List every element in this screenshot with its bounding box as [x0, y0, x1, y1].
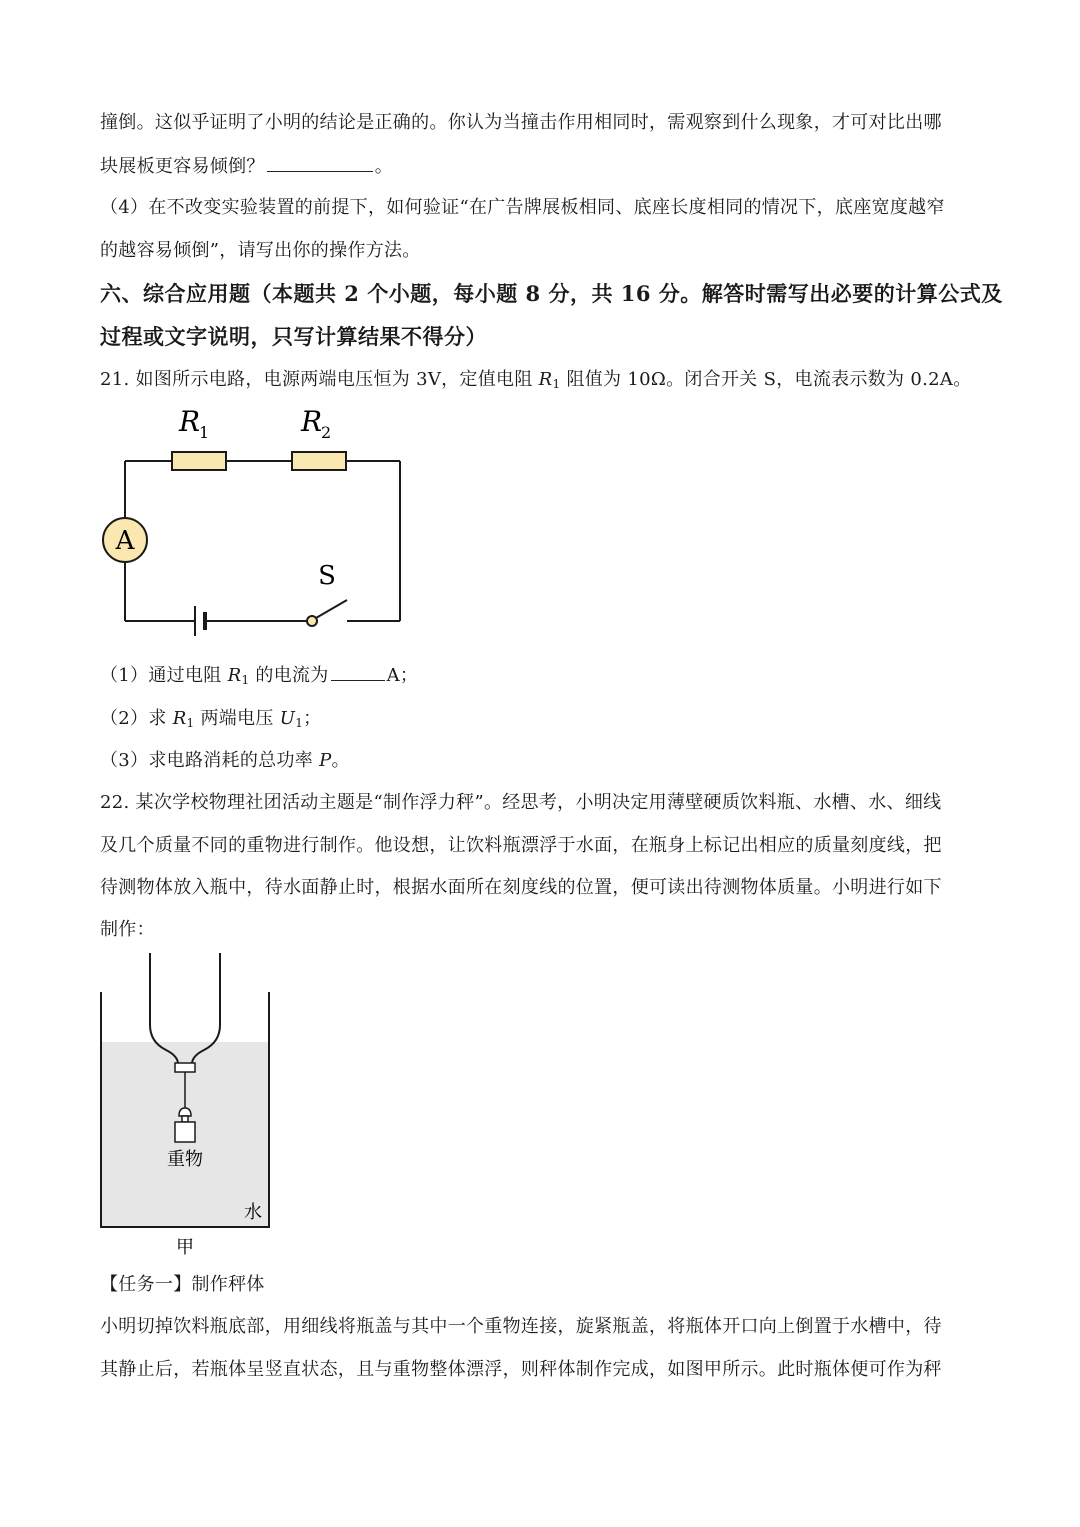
q21-part2-text: 两端电压: [194, 708, 280, 729]
q21-part3-text: （3）求电路消耗的总功率: [100, 750, 320, 771]
r1-symbol: R: [538, 369, 553, 390]
ammeter-label: A: [115, 526, 135, 556]
figure-caption: 甲: [176, 1237, 194, 1258]
q21-part3: [100, 746, 350, 772]
answer-blank[interactable]: [267, 170, 373, 172]
resistor-r1: [172, 452, 226, 470]
q21-stem-text: 阻值为 10Ω。闭合开关 S，电流表示数为 0.2A。: [560, 369, 972, 390]
weight-icon: [175, 1122, 195, 1142]
weight-neck: [182, 1116, 188, 1122]
switch-label: S: [318, 561, 336, 591]
answer-blank[interactable]: [331, 679, 385, 681]
task1-line: 小明切掉饮料瓶底部，用细线将瓶盖与其中一个重物连接，旋紧瓶盖，将瓶体开口向上倒置于水槽中，待: [100, 1316, 942, 1337]
circuit-diagram: [95, 398, 415, 643]
q21-stem-text: 21. 如图所示电路，电源两端电压恒为 3V，定值电阻: [100, 369, 539, 390]
r1-symbol: R: [172, 708, 187, 729]
r1-subscript: 1: [552, 377, 561, 391]
bottle-cap: [175, 1063, 195, 1072]
r1-subscript: 1: [241, 673, 250, 687]
q21-part2-text: （2）求: [100, 708, 173, 729]
task1-line: 其静止后，若瓶体呈竖直状态，且与重物整体漂浮，则秤体制作完成，如图甲所示。此时瓶体便可作为秤: [100, 1359, 942, 1380]
weight-label: 重物: [167, 1149, 203, 1170]
q22-stem-line: 待测物体放入瓶中，待水面静止时，根据水面所在刻度线的位置，便可读出待测物体质量。小明进行如下: [100, 877, 942, 898]
q20-question-text: 块展板更容易倾倒？: [100, 156, 265, 177]
switch-blade: [316, 600, 347, 618]
figure-jia: [96, 950, 276, 1260]
q20-part4-line: 的越容易倾倒”，请写出你的操作方法。: [100, 240, 421, 261]
water-label: 水: [244, 1202, 262, 1223]
q21-part2: [100, 704, 321, 730]
section-heading: 六、综合应用题（本题共 2 个小题，每小题 8 分，共 16 分。解答时需写出必要的计算公式及: [100, 281, 1003, 306]
r1-label-sub: 1: [199, 423, 210, 442]
q22-stem-line: 22. 某次学校物理社团活动主题是“制作浮力秤”。经思考，小明决定用薄壁硬质饮料瓶、水槽、水、细线: [100, 792, 942, 813]
q20-question-end: 。: [374, 156, 394, 177]
q21-part1-text: 的电流为: [249, 665, 329, 686]
q20-part4-line: （4）在不改变实验装置的前提下，如何验证“在广告牌展板相同、底座长度相同的情况下，底座宽度越窄: [100, 197, 945, 218]
p-symbol: P: [319, 750, 332, 771]
u1-subscript: 1: [295, 716, 304, 730]
r1-subscript: 1: [186, 716, 195, 730]
r1-label: R: [179, 405, 201, 438]
r2-label-sub: 2: [321, 423, 332, 442]
q22-stem-line: 及几个质量不同的重物进行制作。他设想，让饮料瓶漂浮于水面，在瓶身上标记出相应的质量刻度线，把: [100, 835, 942, 856]
u1-symbol: U: [279, 708, 296, 729]
q21-part3-end: 。: [331, 750, 350, 771]
r1-symbol: R: [227, 665, 242, 686]
q22-stem-line: 制作：: [100, 919, 155, 940]
switch-pivot-icon: [307, 616, 317, 626]
weight-hook-icon: [179, 1108, 191, 1116]
r2-label: R: [301, 405, 323, 438]
task1-title: 【任务一】制作秤体: [100, 1274, 265, 1295]
resistor-r2: [292, 452, 346, 470]
section-heading: 过程或文字说明，只写计算结果不得分）: [100, 324, 487, 349]
q21-stem: [100, 365, 972, 391]
q21-part1-unit: A；: [386, 665, 419, 686]
q21-part2-end: ；: [303, 708, 322, 729]
circuit-wires: [125, 461, 400, 621]
q21-part1: [100, 661, 418, 687]
q20-text-line: 撞倒。这似乎证明了小明的结论是正确的。你认为当撞击作用相同时，需观察到什么现象，才可对比出哪: [100, 112, 942, 133]
q21-part1-text: （1）通过电阻: [100, 665, 228, 686]
q20-question-line: [100, 152, 393, 178]
